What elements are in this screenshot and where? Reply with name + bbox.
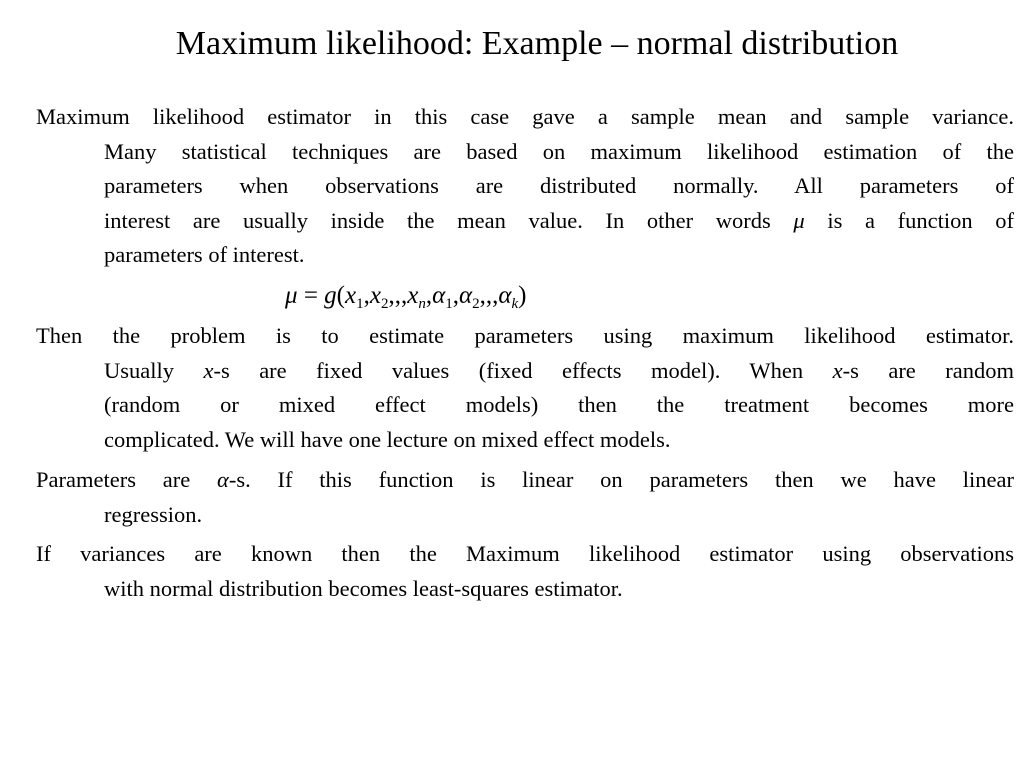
eq-close-paren: ) xyxy=(518,282,527,309)
paragraph-estimation-problem xyxy=(36,319,1014,457)
slide-title: Maximum likelihood: Example – normal distribution xyxy=(175,25,899,62)
eq-equals: = xyxy=(297,282,325,309)
eq-sub-k: k xyxy=(511,296,519,312)
eq-sub-n: n xyxy=(418,296,426,312)
text-line: parameters of interest. xyxy=(104,242,305,267)
text-line: (random or mixed effect models) then the treatment becomes more xyxy=(104,392,1014,417)
paragraph-parameters xyxy=(36,463,1014,532)
eq-mu: μ xyxy=(285,282,298,309)
text-line: parameters when observations are distributed normally. All parameters of xyxy=(104,173,1014,198)
paragraph-mle-overview xyxy=(36,100,1014,273)
text-segment: interest are usually inside the mean value. In other words xyxy=(104,207,771,233)
eq-x1: x xyxy=(345,282,357,309)
x-symbol: x xyxy=(203,357,214,383)
equation-mu-function xyxy=(285,279,526,313)
eq-xn: x xyxy=(407,282,419,309)
eq-g: g xyxy=(324,282,337,309)
text-segment: -s. If this function is linear on parameters then we have linear xyxy=(228,467,1014,492)
text-line: Then the problem is to estimate parameters using maximum likelihood estimator. xyxy=(36,323,1014,348)
text-line: If variances are known then the Maximum likelihood estimator using observations xyxy=(36,541,1014,566)
text-segment: -s are random xyxy=(842,357,1014,383)
eq-sub-1: 1 xyxy=(356,296,364,312)
text-segment: Parameters are xyxy=(36,467,218,492)
paragraph-known-variances xyxy=(36,537,1014,606)
eq-comma: , xyxy=(363,282,370,309)
eq-alpha1: α xyxy=(432,282,446,309)
eq-sub-2: 2 xyxy=(380,296,389,312)
text-line-with-alpha xyxy=(36,463,1014,498)
eq-sub-1: 1 xyxy=(445,296,453,312)
eq-ellipsis: ,,, xyxy=(479,282,499,309)
eq-alpha2: α xyxy=(458,282,473,309)
alpha-symbol: α xyxy=(217,467,229,492)
text-line: complicated. We will have one lecture on mixed effect models. xyxy=(104,426,671,452)
text-segment: -s are fixed values (fixed effects model). When xyxy=(213,357,833,383)
text-line-with-mu xyxy=(36,204,1014,239)
eq-sub-2: 2 xyxy=(472,296,480,312)
text-line: Many statistical techniques are based on maximum likelihood estimation of the xyxy=(104,138,1014,164)
text-segment: is a function of xyxy=(827,207,1015,233)
text-segment: Usually xyxy=(104,357,204,383)
eq-comma: , xyxy=(452,282,459,309)
text-line: regression. xyxy=(104,501,203,527)
eq-alphak: α xyxy=(498,282,512,309)
eq-ellipsis: ,,, xyxy=(388,282,408,309)
x-symbol: x xyxy=(832,357,843,383)
text-line-with-x xyxy=(36,354,1014,389)
text-line: Maximum likelihood estimator in this case gave a sample mean and sample variance. xyxy=(36,104,1014,129)
eq-x2: x xyxy=(369,282,381,309)
text-line: with normal distribution becomes least-squares estimator. xyxy=(104,575,623,601)
eq-comma: , xyxy=(425,282,433,309)
mu-symbol: μ xyxy=(793,207,805,233)
eq-open-paren: ( xyxy=(336,282,345,309)
